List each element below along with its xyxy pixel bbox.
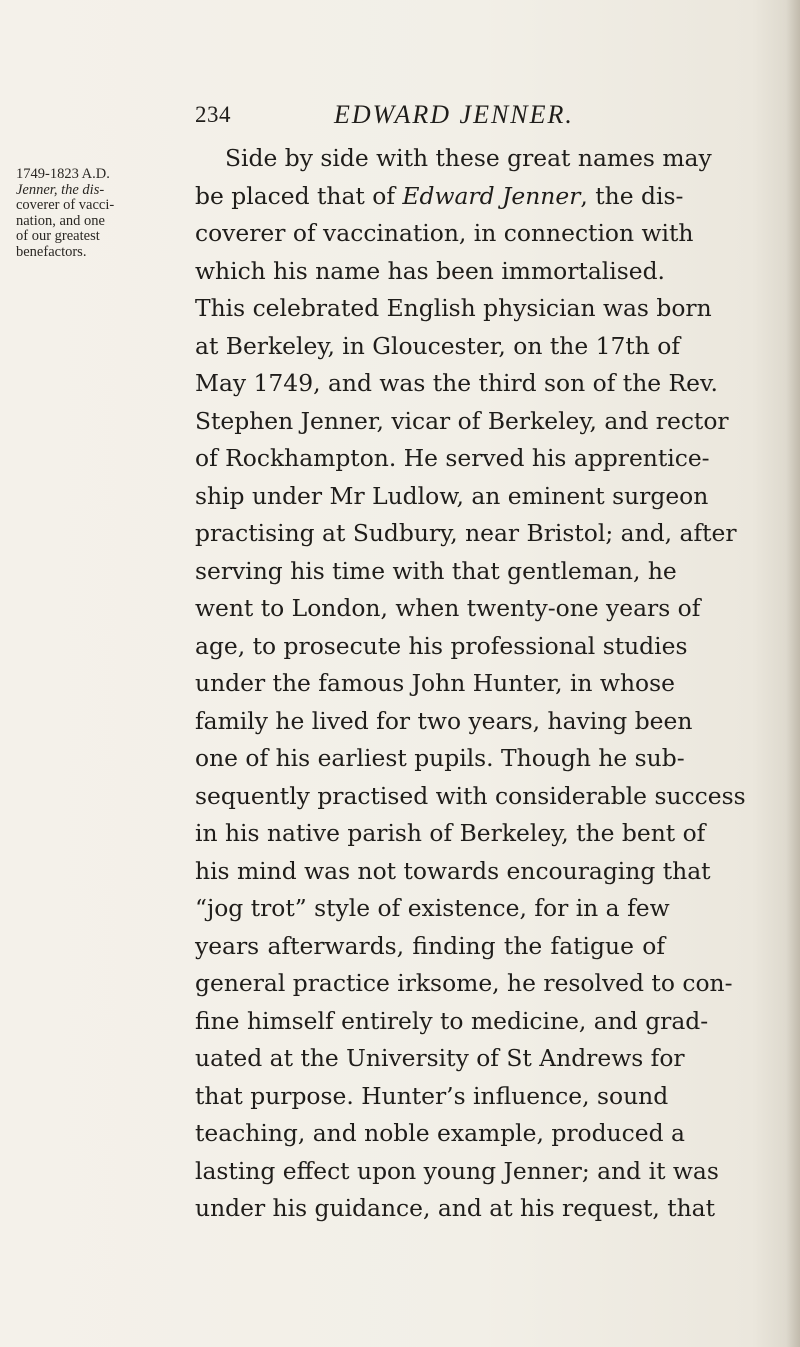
running-title: EDWARD JENNER.: [334, 100, 574, 129]
paragraph-line: fine himself entirely to medicine, and grad-: [195, 1006, 709, 1035]
paragraph-line: went to London, when twenty-one years of: [195, 594, 701, 622]
margin-note: [16, 167, 126, 260]
body-text: [195, 140, 746, 1228]
paragraph-line: [195, 178, 684, 216]
paragraph-line: Stephen Jenner, vicar of Berkeley, and rector: [195, 406, 729, 435]
margin-note-line: nation, and one: [16, 212, 105, 229]
text-run: , the dis-: [580, 181, 684, 210]
page-edge-shadow: [786, 0, 800, 1347]
paragraph-line: years afterwards, finding the fatigue of: [195, 931, 665, 960]
paragraph-line: under his guidance, and at his request, that: [195, 1194, 716, 1222]
text-run: be placed that of: [195, 181, 403, 210]
paragraph-line: uated at the University of St Andrews for: [195, 1044, 685, 1072]
margin-note-line: Jenner, the dis-: [16, 181, 105, 198]
paragraph-lines: [195, 215, 746, 1228]
paragraph-line: ship under Mr Ludlow, an eminent surgeon: [195, 481, 709, 510]
margin-note-line: of our greatest: [16, 228, 100, 244]
margin-note-line: coverer of vacci-: [16, 197, 115, 213]
paragraph-line: Side by side with these great names may: [225, 144, 712, 172]
running-head: [195, 98, 650, 134]
paragraph-line: lasting effect upon young Jenner; and it was: [195, 1156, 719, 1185]
paragraph-line: sequently practised with considerable success: [195, 781, 746, 810]
paragraph-line: which his name has been immortalised.: [195, 256, 665, 285]
paragraph-line: in his native parish of Berkeley, the bent of: [195, 819, 706, 847]
paragraph-line: under the famous John Hunter, in whose: [195, 669, 675, 697]
paragraph-line: age, to prosecute his professional studies: [195, 631, 688, 660]
paragraph-line: practising at Sudbury, near Bristol; and, after: [195, 519, 737, 547]
paragraph-line: May 1749, and was the third son of the Rev.: [195, 369, 718, 397]
paragraph-line: teaching, and noble example, produced a: [195, 1119, 685, 1147]
paragraph-line: one of his earliest pupils. Though he sub-: [195, 744, 685, 772]
paragraph-line: serving his time with that gentleman, he: [195, 556, 677, 585]
margin-note-line: benefactors.: [16, 243, 87, 260]
paragraph-line: “jog trot” style of existence, for in a few: [195, 894, 670, 922]
page-number: 234: [195, 102, 231, 127]
paragraph-line: coverer of vaccination, in connection with: [195, 219, 694, 247]
paragraph-line: family he lived for two years, having been: [195, 706, 693, 735]
margin-note-line: 1749-1823 A.D.: [16, 166, 110, 182]
paragraph-line: of Rockhampton. He served his apprentice-: [195, 444, 710, 472]
paragraph-line: that purpose. Hunter’s influence, sound: [195, 1081, 669, 1110]
paragraph-line: This celebrated English physician was born: [195, 294, 712, 322]
paragraph-line: his mind was not towards encouraging that: [195, 856, 711, 885]
paragraph-line: general practice irksome, he resolved to con-: [195, 969, 733, 997]
paragraph-line: at Berkeley, in Gloucester, on the 17th of: [195, 331, 680, 360]
emphasized-name: Edward Jenner: [402, 181, 581, 210]
